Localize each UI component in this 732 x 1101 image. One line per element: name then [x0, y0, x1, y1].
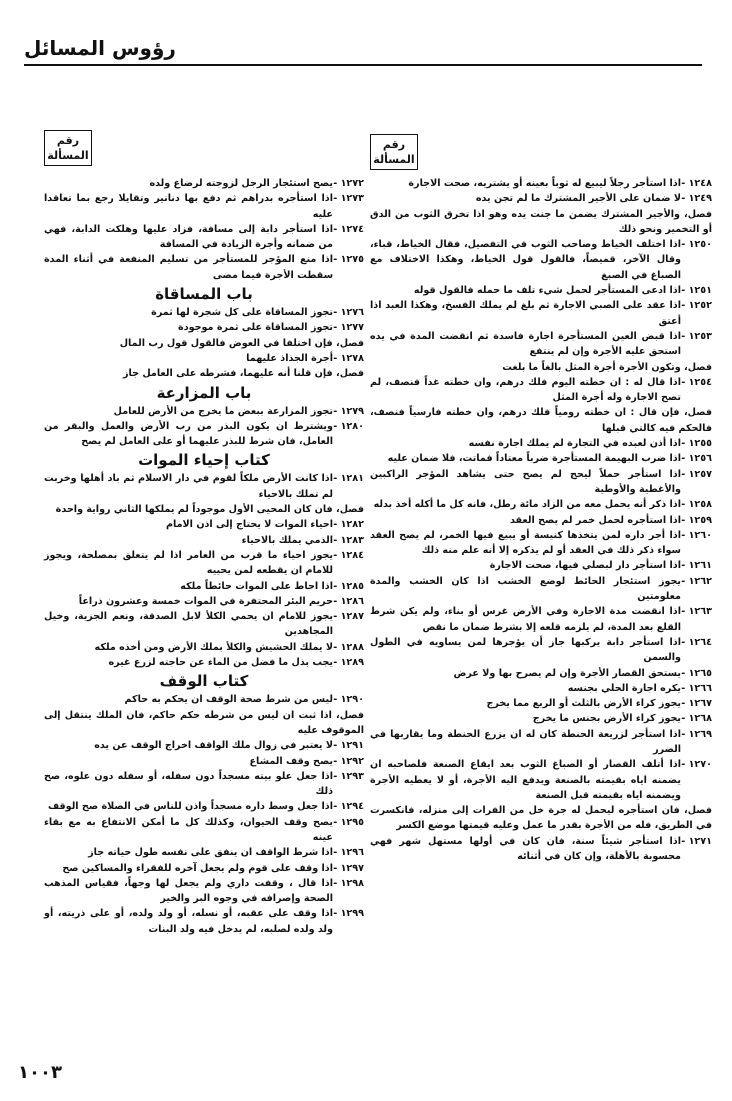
- left-entry-list: [44, 176, 364, 937]
- issue-text: احياء الموات لا يحتاج إلى اذن الامام: [165, 519, 333, 531]
- issue-number: ١٢٩٢ -: [333, 755, 364, 767]
- issue-text: أجرة الجذاذ عليهما: [246, 352, 333, 364]
- issue-number: ١٢٧٧ -: [333, 322, 364, 334]
- issue-entry: [44, 517, 364, 532]
- issue-entry: [370, 451, 712, 466]
- issue-entry: [44, 404, 364, 419]
- issue-number: ١٢٦٢ -: [681, 575, 712, 587]
- header-rule: [24, 64, 702, 66]
- issue-number: ١٢٧٢ -: [333, 178, 364, 189]
- issue-number: ١٢٧٦ -: [333, 307, 364, 319]
- issue-number: ١٢٦٨ -: [681, 713, 712, 725]
- issue-number: ١٢٦١ -: [681, 560, 712, 572]
- note-paragraph: فصل، فان استأجره ليحمل له جرة خل من الفرات إلى منزله، فانكسرت في الطريق، فله من الأجرة بقدر ما عمل وعليه قيمتها موضع الكسر: [370, 805, 712, 832]
- right-entry-list: [370, 176, 712, 864]
- issue-text: تجوز المزارعة ببعض ما يخرج من الأرض للعامل: [113, 405, 333, 417]
- issue-text: يجوز احياء ما قرب من العامر اذا لم يتعلق بمصلحة، ويجوز للامام ان يقطعه لمن يحييه: [44, 549, 333, 577]
- issue-number: ١٢٦٦ -: [681, 682, 712, 694]
- issue-entry: [370, 696, 712, 711]
- issue-text: اذا قبض العين المستأجرة اجارة فاسدة ثم انقضت المدة في يده استحق عليه الأجرة وإن لم ينتفع: [370, 330, 681, 358]
- issue-entry: [370, 727, 712, 758]
- issue-text: اذا ذكر أنه يحمل معه من الزاد مائة رطل، فانه كل ما أكله أخذ بدله: [373, 499, 681, 511]
- issue-text: يستحق القصار الأجرة وإن لم يصرح بها ولا عرض: [453, 667, 681, 679]
- right-column: [370, 120, 712, 864]
- issue-text: اذا قال له : ان خطته اليوم فلك درهم، وان خطته غداً فنصف، لم تصح الاجارة وله أجرة المثل: [370, 376, 681, 404]
- issue-entry: [44, 351, 364, 366]
- number-header-label: المسألة: [47, 149, 89, 162]
- issue-number: ١٢٨٧ -: [333, 611, 364, 623]
- issue-text: يجب بذل ما فضل من الماء عن حاجته لزرع غيره: [108, 657, 333, 669]
- issue-entry: [370, 757, 712, 803]
- issue-entry: [44, 533, 364, 548]
- issue-entry: [370, 283, 712, 298]
- issue-text: اذا استأجر حملاً ليحج لم يصح حتى يشاهد المؤجر الراكبين والأغطية والأوطية: [370, 468, 681, 495]
- issue-number: ١٢٥٢ -: [681, 300, 712, 312]
- issue-text: اذا أجر داره لمن يتخذها كنيسة أو يبيع فيها الخمر، لم يصح العقد سواء ذكر ذلك في العقد أو لم يذكره إلا أنه علم منه ذلك: [370, 529, 681, 557]
- issue-text: اذا وقف على قوم ولم يجعل آخره للفقراء والمساكين صح: [62, 862, 333, 874]
- issue-number: ١٢٥٥ -: [681, 438, 712, 450]
- running-head: رؤوس المسائل: [24, 36, 176, 60]
- issue-number: ١٢٧٨ -: [333, 352, 364, 364]
- section-heading: كتاب إحياء الموات: [138, 451, 270, 470]
- page-header: [24, 30, 702, 66]
- issue-entry: [370, 834, 712, 865]
- issue-number: ١٢٥٨ -: [681, 499, 712, 511]
- issue-number: ١٢٦٩ -: [681, 728, 712, 740]
- left-column-head: [44, 120, 364, 176]
- issue-text: اذا استأجر دابة يركبها جاز أن يؤجرها لمن يساويه في الطول والسمن: [370, 636, 681, 664]
- issue-entry: [370, 375, 712, 406]
- issue-text: لا يملك الحشيش والكلأ بملك الأرض ومن أخذه ملكه: [94, 641, 333, 653]
- issue-number: ١٢٧٤ -: [333, 223, 364, 235]
- issue-text: لا يعتبر في زوال ملك الواقف اخراج الوقف عن يده: [94, 740, 333, 752]
- issue-text: يجوز للامام ان يحمي الكلأ لابل الصدقة، ونعم الجزية، وخيل المجاهدين: [44, 611, 333, 638]
- note-paragraph: فصل، فإن اختلفا في العوض فالقول قول رب المال: [119, 337, 364, 349]
- issue-entry: [44, 906, 364, 937]
- issue-text: اذا أتلف القصار أو الصباغ الثوب بعد ايقاع الصنعة فلصاحبه ان يضمنه اياه بقيمته بالصنعة ويدفع اليه الأجرة، أو لا يعطيه الأجرة ويضمنه اياه بقيمته قبل الصنعة: [370, 759, 681, 801]
- issue-entry: [370, 497, 712, 512]
- issue-entry: [44, 754, 364, 769]
- issue-text: اذا كانت الأرض ملكاً لقوم في دار الاسلام ثم باد أهلها وخربت لم تملك بالاحياء: [44, 473, 333, 500]
- issue-number: ١٢٨٣ -: [333, 534, 364, 546]
- issue-text: يصح وقف المشاع: [249, 755, 333, 767]
- issue-entry: [44, 609, 364, 640]
- issue-text: اذا استأجره بدراهم ثم دفع بها دنانير وتقايلا رجع بما تعاقدا عليه: [44, 193, 333, 220]
- issue-text: تجوز المساقاة على كل شجرة لها ثمرة: [151, 307, 333, 319]
- issue-entry: [370, 329, 712, 360]
- note-paragraph: فصل، والأجير المشترك يضمن ما جنت يده وهو اذا تخرق الثوب من الدق أو التخمير ونحو ذلك: [370, 208, 712, 235]
- issue-entry: [44, 876, 364, 907]
- section-heading: كتاب الوقف: [159, 672, 249, 691]
- issue-number: ١٢٧٣ -: [333, 193, 364, 205]
- issue-text: الذمي يملك بالاحياء: [241, 534, 333, 546]
- issue-number: ١٢٩٥ -: [333, 816, 364, 828]
- issue-number: ١٢٩٨ -: [333, 877, 364, 889]
- issue-entry: [44, 845, 364, 860]
- note-paragraph: فصل، وتكون الأجرة أجرة المثل بالغاً ما بلغت: [502, 361, 712, 373]
- issue-text: اذا استأجر لزريعة الحنطة كان له ان يزرع الحنطة وما يقاربها في الضرر: [370, 728, 681, 755]
- issue-entry: [44, 594, 364, 609]
- issue-text: اذا استأجره لحمل خمر لم يصح العقد: [509, 514, 681, 526]
- issue-text: يصح وقف الحيوان، وكذلك كل ما أمكن الانتفاع به مع بقاء عينه: [44, 816, 333, 843]
- issue-text: اذا جعل وسط داره مسجداً واذن للناس في الصلاة صح الوقف: [47, 801, 333, 813]
- issue-text: اذا شرط الواقف ان ينفق على نفسه طول حياته جاز: [88, 847, 333, 859]
- issue-entry: [370, 191, 712, 206]
- issue-number: ١٢٥٧ -: [681, 468, 712, 480]
- issue-entry: [370, 528, 712, 559]
- issue-entry: [44, 252, 364, 283]
- issue-entry: [44, 640, 364, 655]
- issue-number: ١٢٨٠ -: [333, 420, 364, 432]
- issue-number: ١٢٥٤ -: [681, 376, 712, 388]
- issue-text: يصح استئجار الرجل لزوجته لرضاع ولده: [149, 178, 333, 189]
- issue-text: اذا ضرب البهيمة المستأجرة ضرباً معتاداً فماتت، فلا ضمان عليه: [387, 453, 681, 465]
- page-number: ١٠٠٣: [18, 1062, 62, 1083]
- issue-text: اذا استأجر دابة إلى مسافة، فزاد عليها وهلكت الدابة، فهي من ضمانه وأجرة الزيادة في المسافة: [44, 223, 333, 251]
- issue-number: ١٢٥٦ -: [681, 453, 712, 465]
- issue-number: ١٢٧١ -: [681, 835, 712, 847]
- issue-entry: [370, 666, 712, 681]
- issue-text: اذا منع المؤجر للمستأجر من تسليم المنفعة في أثناء المدة سقطت الأجرة فيما مضى: [44, 254, 333, 281]
- issue-text: اذا استأجر دار لبصلي فيها، صحت الاجارة: [489, 560, 681, 572]
- note-paragraph: فصل، فإن قال : ان خطته رومياً فلك درهم، وان خطته فارسياً فنصف، فالحكم فيه كالتي قبلها: [370, 407, 712, 434]
- issue-entry: [370, 237, 712, 283]
- issue-text: اذا وقف على عقبه، أو نسله، أو ولد ولده، أو على ذريته، أو ولد ولده لصلبه، لم يدخل فيه ولد البنات: [44, 908, 333, 935]
- number-header-label: رقم: [382, 138, 406, 151]
- issue-entry: [44, 548, 364, 579]
- issue-text: ليس من شرط صحة الوقف ان يحكم به حاكم: [124, 694, 333, 706]
- issue-text: اذا استأجر رجلاً ليبيع له ثوباً بعينه أو يشتريه، صحت الاجارة: [408, 178, 681, 189]
- issue-entry: [44, 738, 364, 753]
- number-header-box: [44, 130, 92, 166]
- issue-number: ١٢٥٩ -: [681, 514, 712, 526]
- issue-number: ١٢٨٩ -: [333, 657, 364, 669]
- issue-entry: [44, 799, 364, 814]
- issue-text: يجوز استئجار الحائط لوضع الخشب اذا كان الخشب والمدة معلومتين: [370, 575, 681, 603]
- issue-entry: [370, 436, 712, 451]
- issue-number: ١٢٧٥ -: [333, 254, 364, 266]
- issue-entry: [44, 655, 364, 670]
- issue-number: ١٢٦٥ -: [681, 667, 712, 679]
- issue-text: اذا انقضت مدة الاجارة وفي الأرض غرس أو بناء، ولم يكن شرط القلع بعد المدة، لم يلزمه قلعه إلا بشرط ضمان ما نقص: [370, 606, 681, 633]
- issue-text: اذا أذن لعبده في التجارة لم يملك اجارة نفسه: [468, 438, 681, 450]
- issue-number: ١٢٤٩ -: [681, 193, 712, 205]
- note-paragraph: فصل، فان كان المحيى الأول موجوداً لم يملكها الثاني رواية واحدة: [55, 504, 364, 516]
- issue-entry: [44, 176, 364, 191]
- note-paragraph: فصل، اذا ثبت ان ليس من شرطه حكم حاكم، فان الملك ينتقل إلى الموقوف عليه: [44, 709, 364, 736]
- section-heading: باب المساقاة: [155, 285, 253, 304]
- issue-entry: [44, 692, 364, 707]
- issue-number: ١٢٩٠ -: [333, 694, 364, 706]
- issue-number: ١٢٧٠ -: [681, 759, 712, 771]
- issue-text: يجوز كراء الأرض بجنس ما يخرج: [532, 713, 681, 725]
- issue-entry: [44, 815, 364, 846]
- left-column: [44, 120, 364, 937]
- issue-entry: [370, 467, 712, 498]
- issue-entry: [44, 471, 364, 502]
- issue-entry: [370, 711, 712, 726]
- issue-number: ١٢٩٣ -: [333, 770, 364, 782]
- issue-entry: [44, 579, 364, 594]
- issue-number: ١٢٥٣ -: [681, 330, 712, 342]
- issue-number: ١٢٨٨ -: [333, 641, 364, 653]
- issue-entry: [370, 513, 712, 528]
- issue-text: اذا احاط على الموات حائطاً ملكه: [180, 580, 333, 592]
- issue-entry: [44, 191, 364, 222]
- issue-entry: [370, 681, 712, 696]
- issue-number: ١٢٩٧ -: [333, 862, 364, 874]
- issue-entry: [44, 419, 364, 450]
- issue-number: ١٢٩٤ -: [333, 801, 364, 813]
- issue-entry: [370, 176, 712, 191]
- issue-text: اذا جعل علو بيته مسجداً دون سفله، أو سفله دون علوه، صح ذلك: [44, 770, 333, 798]
- issue-entry: [44, 222, 364, 253]
- issue-entry: [370, 574, 712, 605]
- issue-text: اذا عقد على الصبي الاجارة ثم بلغ لم يملك الفسخ، وهكذا العبد اذا أعتق: [370, 300, 681, 327]
- issue-number: ١٢٥٠ -: [681, 239, 712, 251]
- number-header-label: المسألة: [373, 153, 415, 166]
- issue-number: ١٢٦٤ -: [681, 636, 712, 648]
- issue-entry: [370, 298, 712, 329]
- issue-entry: [370, 635, 712, 666]
- issue-text: اذا ادعى المستأجر لحمل شيء تلف ما حمله فالقول قوله: [413, 285, 681, 297]
- issue-number: ١٢٨٥ -: [333, 580, 364, 592]
- issue-entry: [44, 769, 364, 800]
- issue-text: يكره اجارة الحلي بجنسه: [567, 682, 681, 694]
- note-paragraph: فصل، فإن قلنا أنه عليهما، فشرطه على العامل جاز: [122, 368, 364, 380]
- issue-text: اذا قال ، وقفت داري ولم يجعل لها وجهاً، فقياس المذهب الصحة وإصرافه في وجوه البر والخير: [44, 877, 333, 905]
- issue-entry: [44, 320, 364, 335]
- issue-text: لا ضمان على الأجير المشترك ما لم تجن يده: [475, 193, 681, 205]
- issue-text: تجوز المساقاة على ثمرة موجودة: [178, 322, 333, 334]
- issue-number: ١٢٨١ -: [333, 473, 364, 485]
- issue-text: ويشترط ان يكون البذر من رب الأرض والعمل والبقر من العامل، فان شرط للبذر عليهما أو على العامل لم يصح: [44, 420, 333, 448]
- issue-number: ١٢٨٢ -: [333, 519, 364, 531]
- issue-text: حريم البئر المحتفرة في الموات خمسة وعشرون ذراعاً: [78, 595, 333, 607]
- issue-entry: [44, 861, 364, 876]
- issue-entry: [370, 604, 712, 635]
- issue-number: ١٢٦٣ -: [681, 606, 712, 618]
- number-header-label: رقم: [56, 134, 80, 147]
- issue-text: اذا استأجر شيئاً سنة، فان كان في أولها مستهل شهر فهي محسوبة بالأهلة، وإن كان في أثنائه: [370, 835, 681, 863]
- issue-number: ١٢٦٧ -: [681, 698, 712, 710]
- section-heading: باب المزارعة: [156, 383, 252, 402]
- issue-entry: [370, 558, 712, 573]
- issue-number: ١٢٤٨ -: [681, 178, 712, 189]
- issue-number: ١٢٩٩ -: [333, 908, 364, 920]
- number-header-box: [370, 134, 418, 170]
- issue-text: يجوز كراء الأرض بالثلث أو الربع مما يخرج: [486, 698, 681, 710]
- right-column-head: [370, 120, 712, 176]
- issue-entry: [44, 305, 364, 320]
- issue-number: ١٢٥١ -: [681, 285, 712, 297]
- issue-number: ١٢٦٠ -: [681, 529, 712, 541]
- issue-text: اذا اختلف الخياط وصاحب الثوب في التفصيل، فقال الخياط، قباء، وقال الآخر، قميصاً، فالقول قول الخياط، وهكذا الاختلاف مع الصباغ في الصبغ: [370, 239, 681, 281]
- issue-number: ١٢٧٩ -: [333, 405, 364, 417]
- issue-number: ١٢٩١ -: [333, 740, 364, 752]
- issue-number: ١٢٨٦ -: [333, 595, 364, 607]
- issue-number: ١٢٨٤ -: [333, 549, 364, 561]
- issue-number: ١٢٩٦ -: [333, 847, 364, 859]
